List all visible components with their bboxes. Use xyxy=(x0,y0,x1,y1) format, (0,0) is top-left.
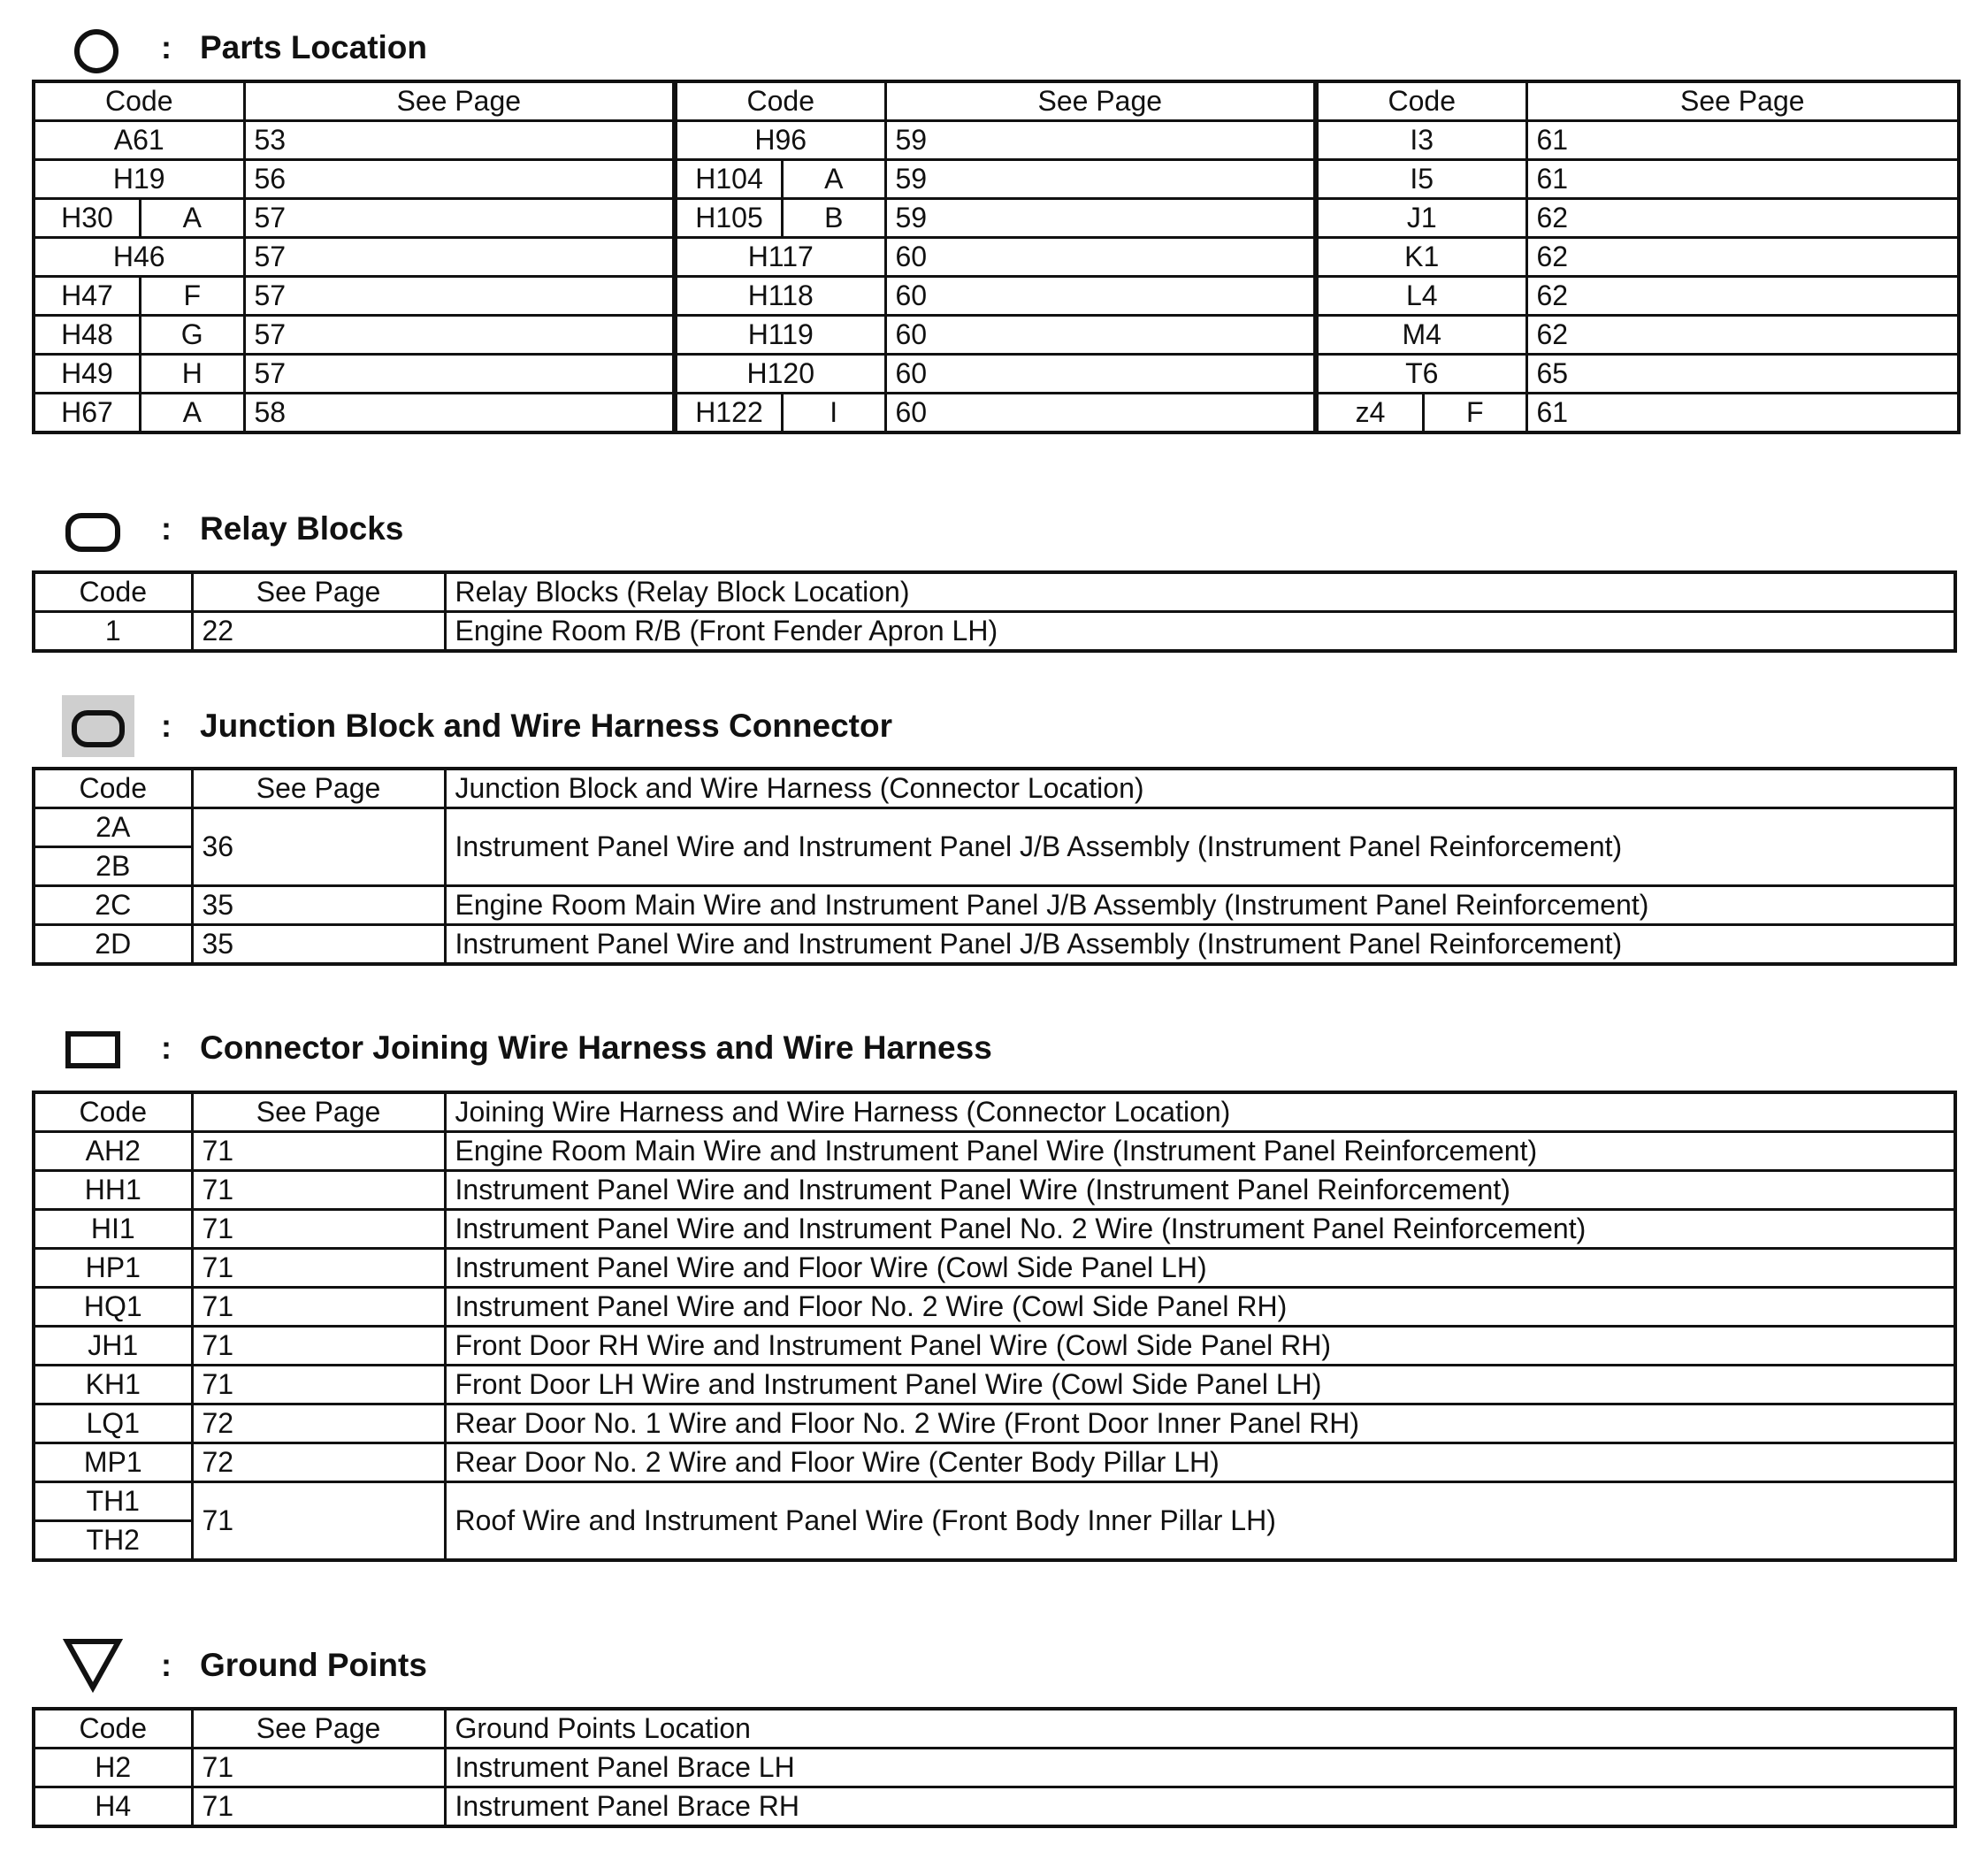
page-cell: 62 xyxy=(1526,199,1959,238)
header-row xyxy=(34,769,1955,808)
code-cell xyxy=(34,316,244,355)
code-cell: HH1 xyxy=(34,1171,192,1210)
parts-location-table xyxy=(32,80,1961,434)
code-cell: A61 xyxy=(34,121,244,160)
location-cell: Instrument Panel Wire and Instrument Panel No. 2 Wire (Instrument Panel Reinforcement) xyxy=(445,1210,1955,1249)
code-split xyxy=(1319,394,1525,431)
column-header: Junction Block and Wire Harness (Connector Location) xyxy=(445,769,1955,808)
code-cell: 2B xyxy=(34,847,192,886)
code-cell: H2 xyxy=(34,1749,192,1787)
heading-colon: : xyxy=(161,510,172,547)
page-cell: 71 xyxy=(192,1171,445,1210)
code-suffix: F xyxy=(1465,396,1484,428)
table-row xyxy=(34,612,1955,652)
connector-joining-table xyxy=(32,1091,1957,1562)
table-row xyxy=(34,160,1959,199)
page-cell: 61 xyxy=(1526,160,1959,199)
location-cell: Instrument Panel Wire and Instrument Panel J/B Assembly (Instrument Panel Reinforcement) xyxy=(445,808,1955,886)
section-title: Junction Block and Wire Harness Connector xyxy=(200,708,892,744)
column-header: See Page xyxy=(192,572,445,612)
page-cell: 57 xyxy=(244,316,675,355)
ground-points-table xyxy=(32,1707,1957,1828)
column-header: See Page xyxy=(192,1709,445,1749)
code-split xyxy=(35,317,243,353)
table-row xyxy=(34,1132,1955,1171)
code-split xyxy=(677,394,884,431)
code-value: H122 xyxy=(677,394,784,431)
table-row xyxy=(34,316,1959,355)
column-header: See Page xyxy=(244,81,675,121)
heading-colon: : xyxy=(161,1029,172,1066)
location-cell: Front Door LH Wire and Instrument Panel Wire (Cowl Side Panel LH) xyxy=(445,1366,1955,1404)
code-cell: 2C xyxy=(34,886,192,925)
page-cell: 60 xyxy=(885,238,1316,277)
code-cell: T6 xyxy=(1316,355,1526,394)
location-cell: Front Door RH Wire and Instrument Panel Wire (Cowl Side Panel RH) xyxy=(445,1327,1955,1366)
code-value: H48 xyxy=(35,317,141,353)
page-cell: 35 xyxy=(192,886,445,925)
page-cell: 60 xyxy=(885,316,1316,355)
code-cell: H46 xyxy=(34,238,244,277)
code-cell: H120 xyxy=(675,355,885,394)
code-cell: MP1 xyxy=(34,1443,192,1482)
code-value: H49 xyxy=(35,356,141,392)
location-cell: Instrument Panel Wire and Instrument Panel J/B Assembly (Instrument Panel Reinforcement) xyxy=(445,925,1955,965)
code-value: H67 xyxy=(35,394,141,431)
column-header: Code xyxy=(34,1092,192,1132)
table-row xyxy=(34,277,1959,316)
page-cell: 72 xyxy=(192,1404,445,1443)
code-cell: M4 xyxy=(1316,316,1526,355)
shaded-rounded-rectangle-icon xyxy=(62,695,124,757)
code-suffix: I xyxy=(830,396,838,428)
code-cell: HI1 xyxy=(34,1210,192,1249)
code-suffix: F xyxy=(183,279,202,311)
header-row xyxy=(34,572,1955,612)
code-cell xyxy=(675,199,885,238)
code-cell: I5 xyxy=(1316,160,1526,199)
page-cell: 71 xyxy=(192,1749,445,1787)
code-cell: L4 xyxy=(1316,277,1526,316)
page-cell: 59 xyxy=(885,199,1316,238)
code-cell: 2A xyxy=(34,808,192,847)
column-header: Ground Points Location xyxy=(445,1709,1955,1749)
page-cell: 35 xyxy=(192,925,445,965)
page-cell: 60 xyxy=(885,394,1316,433)
code-cell: H117 xyxy=(675,238,885,277)
page-cell: 71 xyxy=(192,1132,445,1171)
table-row xyxy=(34,1327,1955,1366)
page-cell: 71 xyxy=(192,1787,445,1827)
code-cell xyxy=(1316,394,1526,433)
junction-block-heading xyxy=(62,695,892,757)
code-cell xyxy=(34,355,244,394)
code-suffix: H xyxy=(181,357,203,389)
section-title: Ground Points xyxy=(200,1647,427,1683)
table-row xyxy=(34,394,1959,433)
code-cell: JH1 xyxy=(34,1327,192,1366)
table-row xyxy=(34,1404,1955,1443)
code-value: H105 xyxy=(677,200,784,236)
page-cell: 65 xyxy=(1526,355,1959,394)
column-header: Code xyxy=(34,769,192,808)
header-row xyxy=(34,1709,1955,1749)
table-row xyxy=(34,199,1959,238)
table-row xyxy=(34,925,1955,965)
ground-points-heading xyxy=(62,1634,427,1696)
section-title: Parts Location xyxy=(200,29,427,65)
location-cell: Instrument Panel Wire and Floor No. 2 Wire (Cowl Side Panel RH) xyxy=(445,1288,1955,1327)
code-split xyxy=(35,278,243,314)
page-cell: 62 xyxy=(1526,316,1959,355)
code-cell: HP1 xyxy=(34,1249,192,1288)
location-cell: Instrument Panel Brace RH xyxy=(445,1787,1955,1827)
table-row xyxy=(34,1482,1955,1521)
table-row xyxy=(34,1787,1955,1827)
page-cell: 61 xyxy=(1526,121,1959,160)
code-cell: KH1 xyxy=(34,1366,192,1404)
page-cell: 53 xyxy=(244,121,675,160)
code-suffix: A xyxy=(182,396,202,428)
table-row xyxy=(34,1288,1955,1327)
code-cell: H119 xyxy=(675,316,885,355)
table-row xyxy=(34,121,1959,160)
location-cell: Instrument Panel Wire and Instrument Panel Wire (Instrument Panel Reinforcement) xyxy=(445,1171,1955,1210)
code-cell: TH1 xyxy=(34,1482,192,1521)
page-cell: 71 xyxy=(192,1288,445,1327)
table-row xyxy=(34,886,1955,925)
page-cell: 59 xyxy=(885,160,1316,199)
page-cell: 57 xyxy=(244,199,675,238)
page-cell: 59 xyxy=(885,121,1316,160)
relay-blocks-heading xyxy=(62,498,403,560)
code-value: H47 xyxy=(35,278,141,314)
header-row xyxy=(34,1092,1955,1132)
location-cell: Engine Room Main Wire and Instrument Panel Wire (Instrument Panel Reinforcement) xyxy=(445,1132,1955,1171)
table-row xyxy=(34,1210,1955,1249)
code-split xyxy=(35,356,243,392)
page-cell: 58 xyxy=(244,394,675,433)
relay-blocks-table xyxy=(32,570,1957,653)
code-value: H104 xyxy=(677,161,784,197)
square-rectangle-icon xyxy=(62,1017,124,1079)
page-cell: 72 xyxy=(192,1443,445,1482)
page-cell: 57 xyxy=(244,355,675,394)
page-cell: 56 xyxy=(244,160,675,199)
table-row xyxy=(34,1443,1955,1482)
code-cell xyxy=(34,277,244,316)
code-suffix: B xyxy=(824,202,844,233)
table-row xyxy=(34,1749,1955,1787)
junction-block-table xyxy=(32,767,1957,966)
column-header: See Page xyxy=(192,769,445,808)
code-suffix: A xyxy=(182,202,202,233)
column-header: Code xyxy=(1316,81,1526,121)
code-suffix: G xyxy=(180,318,203,350)
code-cell xyxy=(34,199,244,238)
down-triangle-icon xyxy=(62,1634,124,1696)
code-cell: H4 xyxy=(34,1787,192,1827)
table-row xyxy=(34,355,1959,394)
column-header: Code xyxy=(34,572,192,612)
rounded-rectangle-icon xyxy=(62,498,124,560)
parts-location-heading xyxy=(62,17,427,79)
code-cell xyxy=(675,394,885,433)
page-cell: 57 xyxy=(244,277,675,316)
page-cell: 60 xyxy=(885,277,1316,316)
code-cell: J1 xyxy=(1316,199,1526,238)
code-cell: HQ1 xyxy=(34,1288,192,1327)
code-cell xyxy=(34,394,244,433)
column-header: Code xyxy=(34,81,244,121)
page-cell: 71 xyxy=(192,1366,445,1404)
code-cell: H19 xyxy=(34,160,244,199)
page-cell: 61 xyxy=(1526,394,1959,433)
page-cell: 60 xyxy=(885,355,1316,394)
code-cell: I3 xyxy=(1316,121,1526,160)
column-header: Relay Blocks (Relay Block Location) xyxy=(445,572,1955,612)
connector-joining-heading xyxy=(62,1017,992,1079)
code-value: z4 xyxy=(1319,394,1425,431)
table-row xyxy=(34,808,1955,847)
code-cell: H96 xyxy=(675,121,885,160)
code-split xyxy=(677,200,884,236)
section-title: Connector Joining Wire Harness and Wire Harness xyxy=(200,1029,992,1066)
code-cell: LQ1 xyxy=(34,1404,192,1443)
page-cell: 71 xyxy=(192,1482,445,1561)
code-split xyxy=(35,394,243,431)
code-cell: 2D xyxy=(34,925,192,965)
location-cell: Instrument Panel Brace LH xyxy=(445,1749,1955,1787)
page-cell: 57 xyxy=(244,238,675,277)
code-cell: AH2 xyxy=(34,1132,192,1171)
location-cell: Rear Door No. 1 Wire and Floor No. 2 Wire (Front Door Inner Panel RH) xyxy=(445,1404,1955,1443)
heading-colon: : xyxy=(161,1647,172,1683)
column-header: See Page xyxy=(192,1092,445,1132)
column-header: Code xyxy=(34,1709,192,1749)
column-header: Code xyxy=(675,81,885,121)
code-cell: K1 xyxy=(1316,238,1526,277)
page-cell: 62 xyxy=(1526,238,1959,277)
table-row xyxy=(34,1171,1955,1210)
location-cell: Roof Wire and Instrument Panel Wire (Front Body Inner Pillar LH) xyxy=(445,1482,1955,1561)
header-row xyxy=(34,81,1959,121)
code-cell: H118 xyxy=(675,277,885,316)
page-cell: 71 xyxy=(192,1327,445,1366)
code-cell: TH2 xyxy=(34,1521,192,1561)
heading-colon: : xyxy=(161,708,172,744)
table-row xyxy=(34,1249,1955,1288)
page-cell: 36 xyxy=(192,808,445,886)
table-row xyxy=(34,1366,1955,1404)
page-cell: 71 xyxy=(192,1210,445,1249)
location-cell: Engine Room Main Wire and Instrument Panel J/B Assembly (Instrument Panel Reinforcement) xyxy=(445,886,1955,925)
section-title: Relay Blocks xyxy=(200,510,404,547)
open-circle-icon xyxy=(62,17,124,79)
location-cell: Rear Door No. 2 Wire and Floor Wire (Center Body Pillar LH) xyxy=(445,1443,1955,1482)
location-cell: Instrument Panel Wire and Floor Wire (Cowl Side Panel LH) xyxy=(445,1249,1955,1288)
heading-colon: : xyxy=(161,29,172,65)
column-header: See Page xyxy=(1526,81,1959,121)
column-header: See Page xyxy=(885,81,1316,121)
column-header: Joining Wire Harness and Wire Harness (Connector Location) xyxy=(445,1092,1955,1132)
page-cell: 22 xyxy=(192,612,445,652)
code-split xyxy=(677,161,884,197)
table-row xyxy=(34,238,1959,277)
code-suffix: A xyxy=(824,163,844,195)
code-cell: 1 xyxy=(34,612,192,652)
code-value: H30 xyxy=(35,200,141,236)
page-cell: 62 xyxy=(1526,277,1959,316)
code-cell xyxy=(675,160,885,199)
code-split xyxy=(35,200,243,236)
location-cell: Engine Room R/B (Front Fender Apron LH) xyxy=(445,612,1955,652)
page-cell: 71 xyxy=(192,1249,445,1288)
